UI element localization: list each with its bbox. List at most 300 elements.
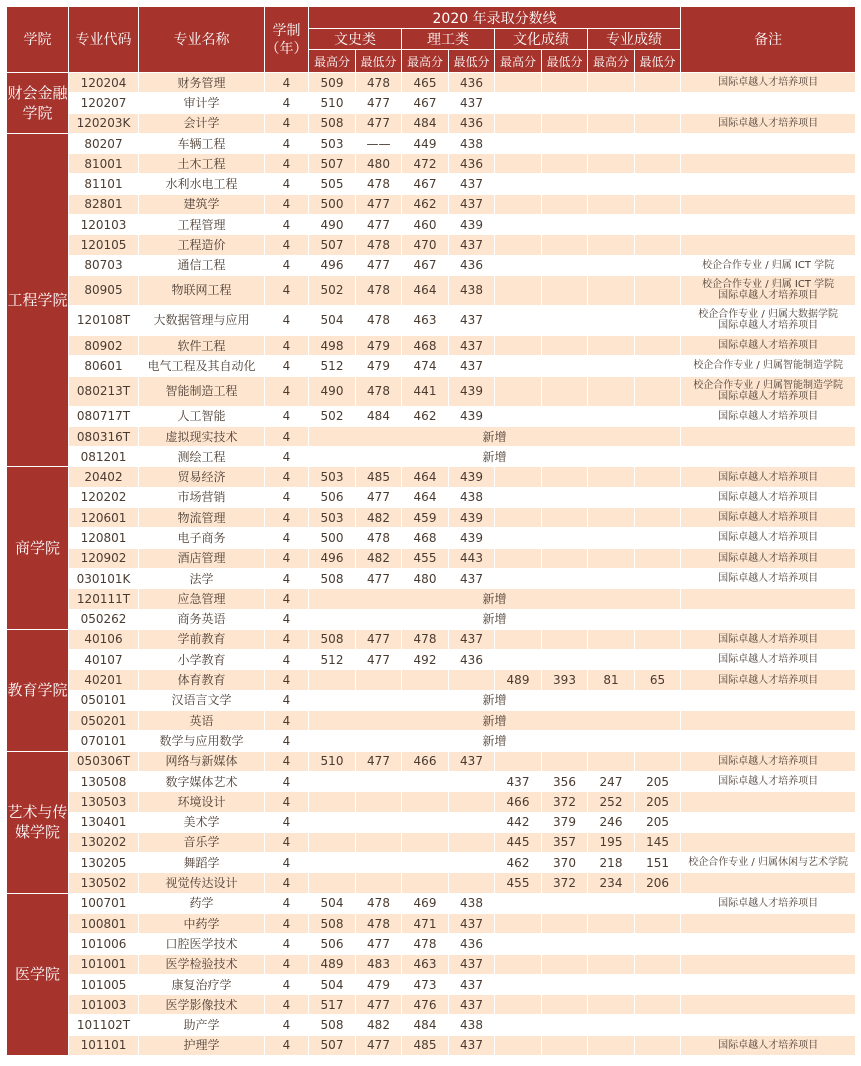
header-name: 专业名称	[139, 7, 265, 73]
liberal-arts-max-score: 508	[309, 1015, 356, 1035]
major-score-max-score: 252	[588, 792, 635, 812]
major-score-min-score	[635, 376, 681, 406]
liberal-arts-min-score: 479	[356, 974, 402, 994]
study-years: 4	[265, 73, 309, 93]
major-score-max-score: 246	[588, 812, 635, 832]
science-max-score: 455	[402, 548, 449, 568]
culture-min-score	[542, 154, 588, 174]
study-years: 4	[265, 792, 309, 812]
science-max-score	[402, 670, 449, 690]
header-max: 最高分	[588, 50, 635, 73]
major-code: 40106	[69, 629, 139, 649]
major-score-min-score	[635, 356, 681, 376]
culture-min-score: 379	[542, 812, 588, 832]
culture-max-score	[495, 487, 542, 507]
culture-min-score	[542, 305, 588, 335]
note-cell	[681, 335, 856, 355]
major-code: 080316T	[69, 426, 139, 446]
major-score-max-score	[588, 568, 635, 588]
major-code: 070101	[69, 731, 139, 751]
note-cell	[681, 255, 856, 275]
liberal-arts-max-score: 507	[309, 1035, 356, 1055]
culture-min-score: 357	[542, 832, 588, 852]
science-max-score: 465	[402, 73, 449, 93]
study-years: 4	[265, 731, 309, 751]
culture-max-score	[495, 215, 542, 235]
table-row	[7, 792, 856, 812]
major-code: 130401	[69, 812, 139, 832]
study-years: 4	[265, 1015, 309, 1035]
header-group-culture-score: 文化成绩	[495, 29, 588, 50]
culture-max-score	[495, 275, 542, 305]
liberal-arts-min-score	[356, 873, 402, 893]
new-major-label: 新增	[309, 690, 681, 710]
study-years: 4	[265, 275, 309, 305]
major-score-max-score	[588, 406, 635, 426]
major-code: 101006	[69, 934, 139, 954]
science-min-score: 437	[449, 995, 495, 1015]
science-min-score: 437	[449, 913, 495, 933]
major-score-min-score: 205	[635, 771, 681, 791]
major-code: 130503	[69, 792, 139, 812]
science-min-score	[449, 853, 495, 873]
science-min-score: 437	[449, 974, 495, 994]
note-line: 国际卓越人才培养项目	[718, 491, 819, 503]
liberal-arts-min-score: 477	[356, 629, 402, 649]
study-years: 4	[265, 812, 309, 832]
science-max-score: 460	[402, 215, 449, 235]
major-score-max-score	[588, 235, 635, 255]
culture-max-score	[495, 995, 542, 1015]
table-row	[7, 711, 856, 731]
table-row	[7, 255, 856, 275]
culture-max-score	[495, 235, 542, 255]
science-max-score: 449	[402, 133, 449, 153]
science-max-score: 467	[402, 93, 449, 113]
note-line: 校企合作专业 / 归属休闲与艺术学院	[688, 857, 848, 869]
note-cell	[681, 751, 856, 771]
liberal-arts-min-score: 477	[356, 215, 402, 235]
science-max-score: 463	[402, 954, 449, 974]
culture-max-score	[495, 751, 542, 771]
liberal-arts-max-score: 502	[309, 275, 356, 305]
science-max-score: 467	[402, 174, 449, 194]
major-code: 120204	[69, 73, 139, 93]
liberal-arts-min-score: 477	[356, 650, 402, 670]
science-min-score: 439	[449, 215, 495, 235]
major-code: 120105	[69, 235, 139, 255]
college-name: 商学院	[7, 467, 69, 629]
major-score-min-score	[635, 629, 681, 649]
table-row	[7, 690, 856, 710]
major-score-min-score	[635, 113, 681, 133]
study-years: 4	[265, 528, 309, 548]
new-major-label: 新增	[309, 609, 681, 629]
liberal-arts-min-score: 478	[356, 235, 402, 255]
major-name: 酒店管理	[139, 548, 265, 568]
major-code: 120203K	[69, 113, 139, 133]
science-max-score: 467	[402, 255, 449, 275]
science-min-score: 437	[449, 954, 495, 974]
major-score-min-score	[635, 528, 681, 548]
culture-min-score	[542, 974, 588, 994]
science-min-score: 439	[449, 406, 495, 426]
major-score-min-score	[635, 215, 681, 235]
major-code: 100701	[69, 893, 139, 913]
table-row	[7, 629, 856, 649]
major-name: 护理学	[139, 1035, 265, 1055]
note-cell	[681, 913, 856, 933]
major-score-min-score: 205	[635, 792, 681, 812]
culture-min-score: 356	[542, 771, 588, 791]
culture-max-score	[495, 1015, 542, 1035]
table-row	[7, 751, 856, 771]
note-line: 国际卓越人才培养项目	[718, 532, 819, 544]
study-years: 4	[265, 1035, 309, 1055]
liberal-arts-min-score: 477	[356, 93, 402, 113]
new-major-label: 新增	[309, 426, 681, 446]
major-score-max-score: 218	[588, 853, 635, 873]
major-code: 80905	[69, 275, 139, 305]
major-name: 建筑学	[139, 194, 265, 214]
major-score-min-score	[635, 568, 681, 588]
major-name: 工程造价	[139, 235, 265, 255]
study-years: 4	[265, 487, 309, 507]
major-score-max-score	[588, 335, 635, 355]
major-code: 030101K	[69, 568, 139, 588]
culture-min-score	[542, 487, 588, 507]
science-max-score	[402, 792, 449, 812]
liberal-arts-min-score	[356, 771, 402, 791]
header-min: 最低分	[356, 50, 402, 73]
science-min-score: 438	[449, 275, 495, 305]
table-row	[7, 376, 856, 406]
liberal-arts-max-score	[309, 832, 356, 852]
science-min-score	[449, 832, 495, 852]
major-score-min-score	[635, 913, 681, 933]
liberal-arts-max-score: 507	[309, 235, 356, 255]
table-row	[7, 93, 856, 113]
note-line: 国际卓越人才培养项目	[718, 654, 819, 666]
culture-max-score	[495, 568, 542, 588]
science-min-score: 438	[449, 133, 495, 153]
major-score-min-score	[635, 548, 681, 568]
major-score-min-score: 151	[635, 853, 681, 873]
major-code: 120902	[69, 548, 139, 568]
note-cell	[681, 508, 856, 528]
header-group-liberal-arts: 文史类	[309, 29, 402, 50]
culture-max-score	[495, 406, 542, 426]
culture-max-score: 466	[495, 792, 542, 812]
study-years: 4	[265, 650, 309, 670]
major-name: 法学	[139, 568, 265, 588]
note-cell	[681, 670, 856, 690]
note-cell	[681, 589, 856, 609]
culture-max-score	[495, 893, 542, 913]
major-score-max-score	[588, 508, 635, 528]
culture-max-score	[495, 133, 542, 153]
table-row	[7, 832, 856, 852]
study-years: 4	[265, 832, 309, 852]
header-years-line2: （年）	[265, 40, 308, 57]
note-cell	[681, 974, 856, 994]
major-name: 环境设计	[139, 792, 265, 812]
major-score-max-score: 247	[588, 771, 635, 791]
major-score-min-score	[635, 1035, 681, 1055]
table-row	[7, 113, 856, 133]
note-line: 校企合作专业 / 归属 ICT 学院	[702, 259, 835, 271]
culture-min-score	[542, 275, 588, 305]
study-years: 4	[265, 113, 309, 133]
science-max-score: 471	[402, 913, 449, 933]
liberal-arts-min-score: 482	[356, 1015, 402, 1035]
header-years-line1: 学制	[272, 22, 301, 39]
major-code: 120103	[69, 215, 139, 235]
study-years: 4	[265, 913, 309, 933]
liberal-arts-max-score: 508	[309, 629, 356, 649]
study-years: 4	[265, 255, 309, 275]
study-years: 4	[265, 356, 309, 376]
table-row	[7, 467, 856, 487]
major-code: 82801	[69, 194, 139, 214]
culture-min-score: 370	[542, 853, 588, 873]
note-cell	[681, 467, 856, 487]
note-line: 国际卓越人才培养项目	[718, 410, 819, 422]
major-name: 音乐学	[139, 832, 265, 852]
culture-min-score	[542, 406, 588, 426]
major-code: 101102T	[69, 1015, 139, 1035]
liberal-arts-max-score: 502	[309, 406, 356, 426]
liberal-arts-min-score: 477	[356, 751, 402, 771]
table-row	[7, 174, 856, 194]
study-years: 4	[265, 235, 309, 255]
culture-min-score	[542, 1035, 588, 1055]
major-code: 101001	[69, 954, 139, 974]
study-years: 4	[265, 690, 309, 710]
major-score-min-score	[635, 255, 681, 275]
liberal-arts-max-score: 508	[309, 568, 356, 588]
study-years: 4	[265, 771, 309, 791]
major-name: 小学教育	[139, 650, 265, 670]
science-min-score: 437	[449, 235, 495, 255]
major-name: 医学影像技术	[139, 995, 265, 1015]
liberal-arts-max-score: 508	[309, 913, 356, 933]
major-score-max-score: 81	[588, 670, 635, 690]
study-years: 4	[265, 406, 309, 426]
header-scores-title: 2020 年录取分数线	[309, 7, 681, 29]
liberal-arts-min-score	[356, 792, 402, 812]
culture-min-score	[542, 215, 588, 235]
table-row	[7, 589, 856, 609]
science-min-score: 437	[449, 335, 495, 355]
liberal-arts-min-score	[356, 832, 402, 852]
table-row	[7, 974, 856, 994]
culture-min-score	[542, 335, 588, 355]
culture-min-score: 372	[542, 792, 588, 812]
science-min-score: 436	[449, 73, 495, 93]
admission-table-container	[6, 6, 855, 1056]
culture-min-score	[542, 73, 588, 93]
major-name: 数字媒体艺术	[139, 771, 265, 791]
major-code: 130502	[69, 873, 139, 893]
liberal-arts-max-score: 504	[309, 974, 356, 994]
culture-max-score: 489	[495, 670, 542, 690]
major-score-max-score	[588, 1035, 635, 1055]
culture-min-score	[542, 255, 588, 275]
liberal-arts-min-score: 480	[356, 154, 402, 174]
liberal-arts-min-score: 478	[356, 913, 402, 933]
note-line: 国际卓越人才培养项目	[718, 512, 819, 524]
liberal-arts-max-score: 498	[309, 335, 356, 355]
major-score-min-score	[635, 893, 681, 913]
note-line: 国际卓越人才培养项目	[718, 755, 819, 767]
major-code: 81001	[69, 154, 139, 174]
note-cell	[681, 1035, 856, 1055]
liberal-arts-max-score: 503	[309, 467, 356, 487]
liberal-arts-max-score: 504	[309, 893, 356, 913]
study-years: 4	[265, 154, 309, 174]
liberal-arts-max-score: 490	[309, 215, 356, 235]
major-score-max-score	[588, 650, 635, 670]
culture-min-score	[542, 629, 588, 649]
major-score-min-score: 206	[635, 873, 681, 893]
major-score-max-score	[588, 255, 635, 275]
note-cell	[681, 629, 856, 649]
major-score-min-score	[635, 275, 681, 305]
science-min-score: 437	[449, 1035, 495, 1055]
culture-max-score	[495, 194, 542, 214]
science-max-score: 484	[402, 113, 449, 133]
table-row	[7, 954, 856, 974]
major-score-min-score	[635, 133, 681, 153]
culture-max-score	[495, 548, 542, 568]
major-name: 贸易经济	[139, 467, 265, 487]
science-min-score: 436	[449, 255, 495, 275]
note-cell	[681, 954, 856, 974]
note-cell	[681, 934, 856, 954]
liberal-arts-min-score: 485	[356, 467, 402, 487]
note-cell	[681, 995, 856, 1015]
liberal-arts-max-score: 490	[309, 376, 356, 406]
major-score-max-score	[588, 194, 635, 214]
liberal-arts-max-score: 510	[309, 93, 356, 113]
major-name: 学前教育	[139, 629, 265, 649]
science-min-score	[449, 771, 495, 791]
study-years: 4	[265, 954, 309, 974]
major-score-min-score	[635, 1015, 681, 1035]
liberal-arts-min-score: 477	[356, 113, 402, 133]
liberal-arts-max-score: 506	[309, 487, 356, 507]
culture-max-score	[495, 913, 542, 933]
major-score-min-score	[635, 974, 681, 994]
study-years: 4	[265, 335, 309, 355]
culture-max-score	[495, 508, 542, 528]
study-years: 4	[265, 174, 309, 194]
major-code: 100801	[69, 913, 139, 933]
culture-min-score: 372	[542, 873, 588, 893]
major-name: 体育教育	[139, 670, 265, 690]
major-code: 120111T	[69, 589, 139, 609]
major-name: 工程管理	[139, 215, 265, 235]
major-code: 120108T	[69, 305, 139, 335]
major-name: 应急管理	[139, 589, 265, 609]
liberal-arts-max-score: 500	[309, 194, 356, 214]
liberal-arts-min-score: 477	[356, 934, 402, 954]
culture-max-score	[495, 93, 542, 113]
major-score-min-score	[635, 93, 681, 113]
table-row	[7, 1035, 856, 1055]
liberal-arts-min-score: 477	[356, 255, 402, 275]
liberal-arts-min-score: 478	[356, 73, 402, 93]
note-line: 国际卓越人才培养项目	[718, 552, 819, 564]
note-line: 国际卓越人才培养项目	[718, 320, 819, 332]
major-score-max-score	[588, 528, 635, 548]
major-score-max-score	[588, 487, 635, 507]
liberal-arts-min-score: 478	[356, 174, 402, 194]
study-years: 4	[265, 548, 309, 568]
science-max-score: 485	[402, 1035, 449, 1055]
science-max-score: 459	[402, 508, 449, 528]
study-years: 4	[265, 711, 309, 731]
culture-max-score: 462	[495, 853, 542, 873]
table-row	[7, 873, 856, 893]
culture-min-score	[542, 174, 588, 194]
note-cell	[681, 376, 856, 406]
major-name: 土木工程	[139, 154, 265, 174]
culture-min-score	[542, 235, 588, 255]
major-name: 商务英语	[139, 609, 265, 629]
major-score-max-score	[588, 73, 635, 93]
major-name: 药学	[139, 893, 265, 913]
major-name: 中药学	[139, 913, 265, 933]
liberal-arts-min-score	[356, 670, 402, 690]
header-college: 学院	[7, 7, 69, 73]
table-row	[7, 406, 856, 426]
culture-min-score	[542, 113, 588, 133]
culture-max-score	[495, 1035, 542, 1055]
major-name: 视觉传达设计	[139, 873, 265, 893]
major-name: 水利水电工程	[139, 174, 265, 194]
culture-min-score	[542, 893, 588, 913]
culture-max-score	[495, 934, 542, 954]
major-score-max-score	[588, 893, 635, 913]
major-score-max-score	[588, 275, 635, 305]
science-min-score: 437	[449, 194, 495, 214]
science-max-score: 463	[402, 305, 449, 335]
study-years: 4	[265, 974, 309, 994]
liberal-arts-max-score: 506	[309, 934, 356, 954]
table-row	[7, 812, 856, 832]
culture-max-score	[495, 650, 542, 670]
liberal-arts-max-score	[309, 873, 356, 893]
major-code: 080717T	[69, 406, 139, 426]
study-years: 4	[265, 670, 309, 690]
culture-max-score	[495, 174, 542, 194]
major-score-min-score	[635, 487, 681, 507]
study-years: 4	[265, 893, 309, 913]
note-cell	[681, 174, 856, 194]
college-name: 教育学院	[7, 629, 69, 751]
note-cell	[681, 690, 856, 710]
culture-max-score	[495, 305, 542, 335]
liberal-arts-min-score: 477	[356, 1035, 402, 1055]
major-score-min-score: 65	[635, 670, 681, 690]
table-row	[7, 447, 856, 467]
note-line: 国际卓越人才培养项目	[718, 633, 819, 645]
major-name: 美术学	[139, 812, 265, 832]
new-major-label: 新增	[309, 711, 681, 731]
note-line: 国际卓越人才培养项目	[718, 1039, 819, 1051]
